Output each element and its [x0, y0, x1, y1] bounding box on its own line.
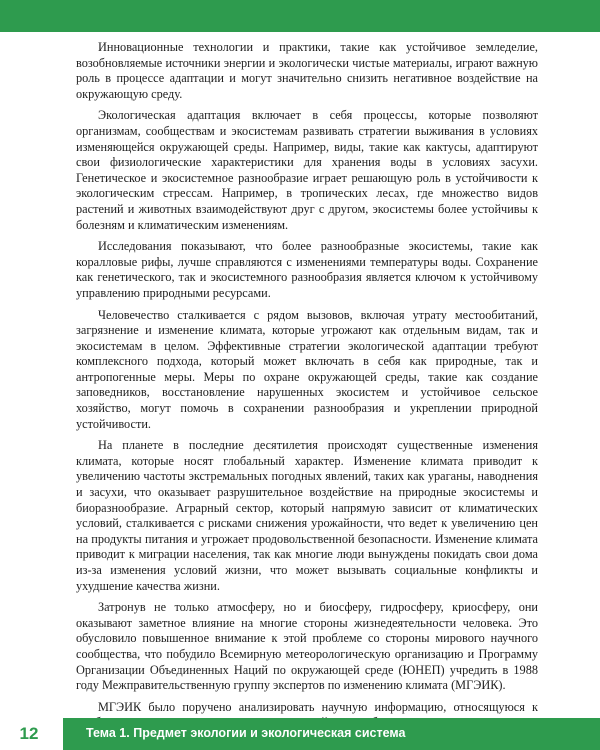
section-title: Тема 1. Предмет экологии и экологическая система [86, 726, 406, 740]
paragraph: Человечество сталкивается с рядом вызовов, включая утрату местообитаний, загрязнение и изменение климата, которые угрожают как отдельным видам, так и экосистемам в целом. Эффективные стратегии экологической адаптации требуют комплексного подхода, который может включать в себя как природные, так и антропогенные меры. Меры по охране окружающей среды, такие как создание заповедников, восстановление нарушенных экосистем и устойчивое сельское хозяйство, могут помочь в сохранении разнообразия и укреплении природной устойчивости. [76, 307, 538, 431]
page-number: 12 [19, 724, 39, 743]
paragraph: На планете в последние десятилетия происходят существенные изменения климата, которые носят глобальный характер. Изменение климата приводит к увеличению частоты экстремальных погодных явлений, таких как ураганы, наводнения и засухи, что оказывает разрушительное воздействие на природные экосистемы и биоразнообразие. Аграрный сектор, который напрямую зависит от климатических условий, сталкивается с рисками снижения урожайности, что ведет к увеличению цен на продукты питания и угрожает продовольственной безопасности. Изменение климата приводит к миграции населения, так как многие люди вынуждены покидать свои дома из-за изменения условий жизни, что может вызывать социальные конфликты и ухудшение качества жизни. [76, 438, 538, 593]
paragraph: Затронув не только атмосферу, но и биосферу, гидросферу, криосферу, они оказывают заметное влияние на многие стороны жизнедеятельности человека. Это обусловило повышенное внимание к этой проблеме со стороны мирового научного сообщества, что побудило Всемирную метеорологическую организацию и Программу Организации Объединенных Наций по окружающей среде (ЮНЕП) учредить в 1988 году Межправительственную группу экспертов по изменению климата (МГЭИК). [76, 600, 538, 693]
page-number-box [0, 718, 68, 750]
body-text [76, 40, 538, 737]
paragraph: Исследования показывают, что более разнообразные экосистемы, такие как коралловые рифы, лучше справляются с изменениями температуры воды. Сохранение как генетического, так и экосистемного разнообразия является ключом к устойчивому управлению природными ресурсами. [76, 239, 538, 300]
page-footer [0, 718, 600, 750]
paragraph: Инновационные технологии и практики, такие как устойчивое земледелие, возобновляемые источники энергии и экологически чистые материалы, играют важную роль в процессе адаптации и могут значительно снизить негативное воздействие на окружающую среду. [76, 40, 538, 101]
paragraph: МГЭИК было поручено анализировать научную информацию, относящуюся к [98, 699, 538, 714]
paragraph: Экологическая адаптация включает в себя процессы, которые позволяют организмам, сообществам и экосистемам развивать стратегии выживания в условиях изменяющейся окружающей среды. Например, виды, такие как кактусы, адаптируют свои физиологические характеристики для хранения воды в условиях засухи. Генетическое и экосистемное разнообразие играет решающую роль в устойчивости к экологическим стрессам. Например, в тропических лесах, где множество видов растений и животных взаимодействуют друг с другом, экосистемы более устойчивы к болезням и климатическим изменениям. [76, 108, 538, 232]
top-green-band [0, 0, 600, 32]
